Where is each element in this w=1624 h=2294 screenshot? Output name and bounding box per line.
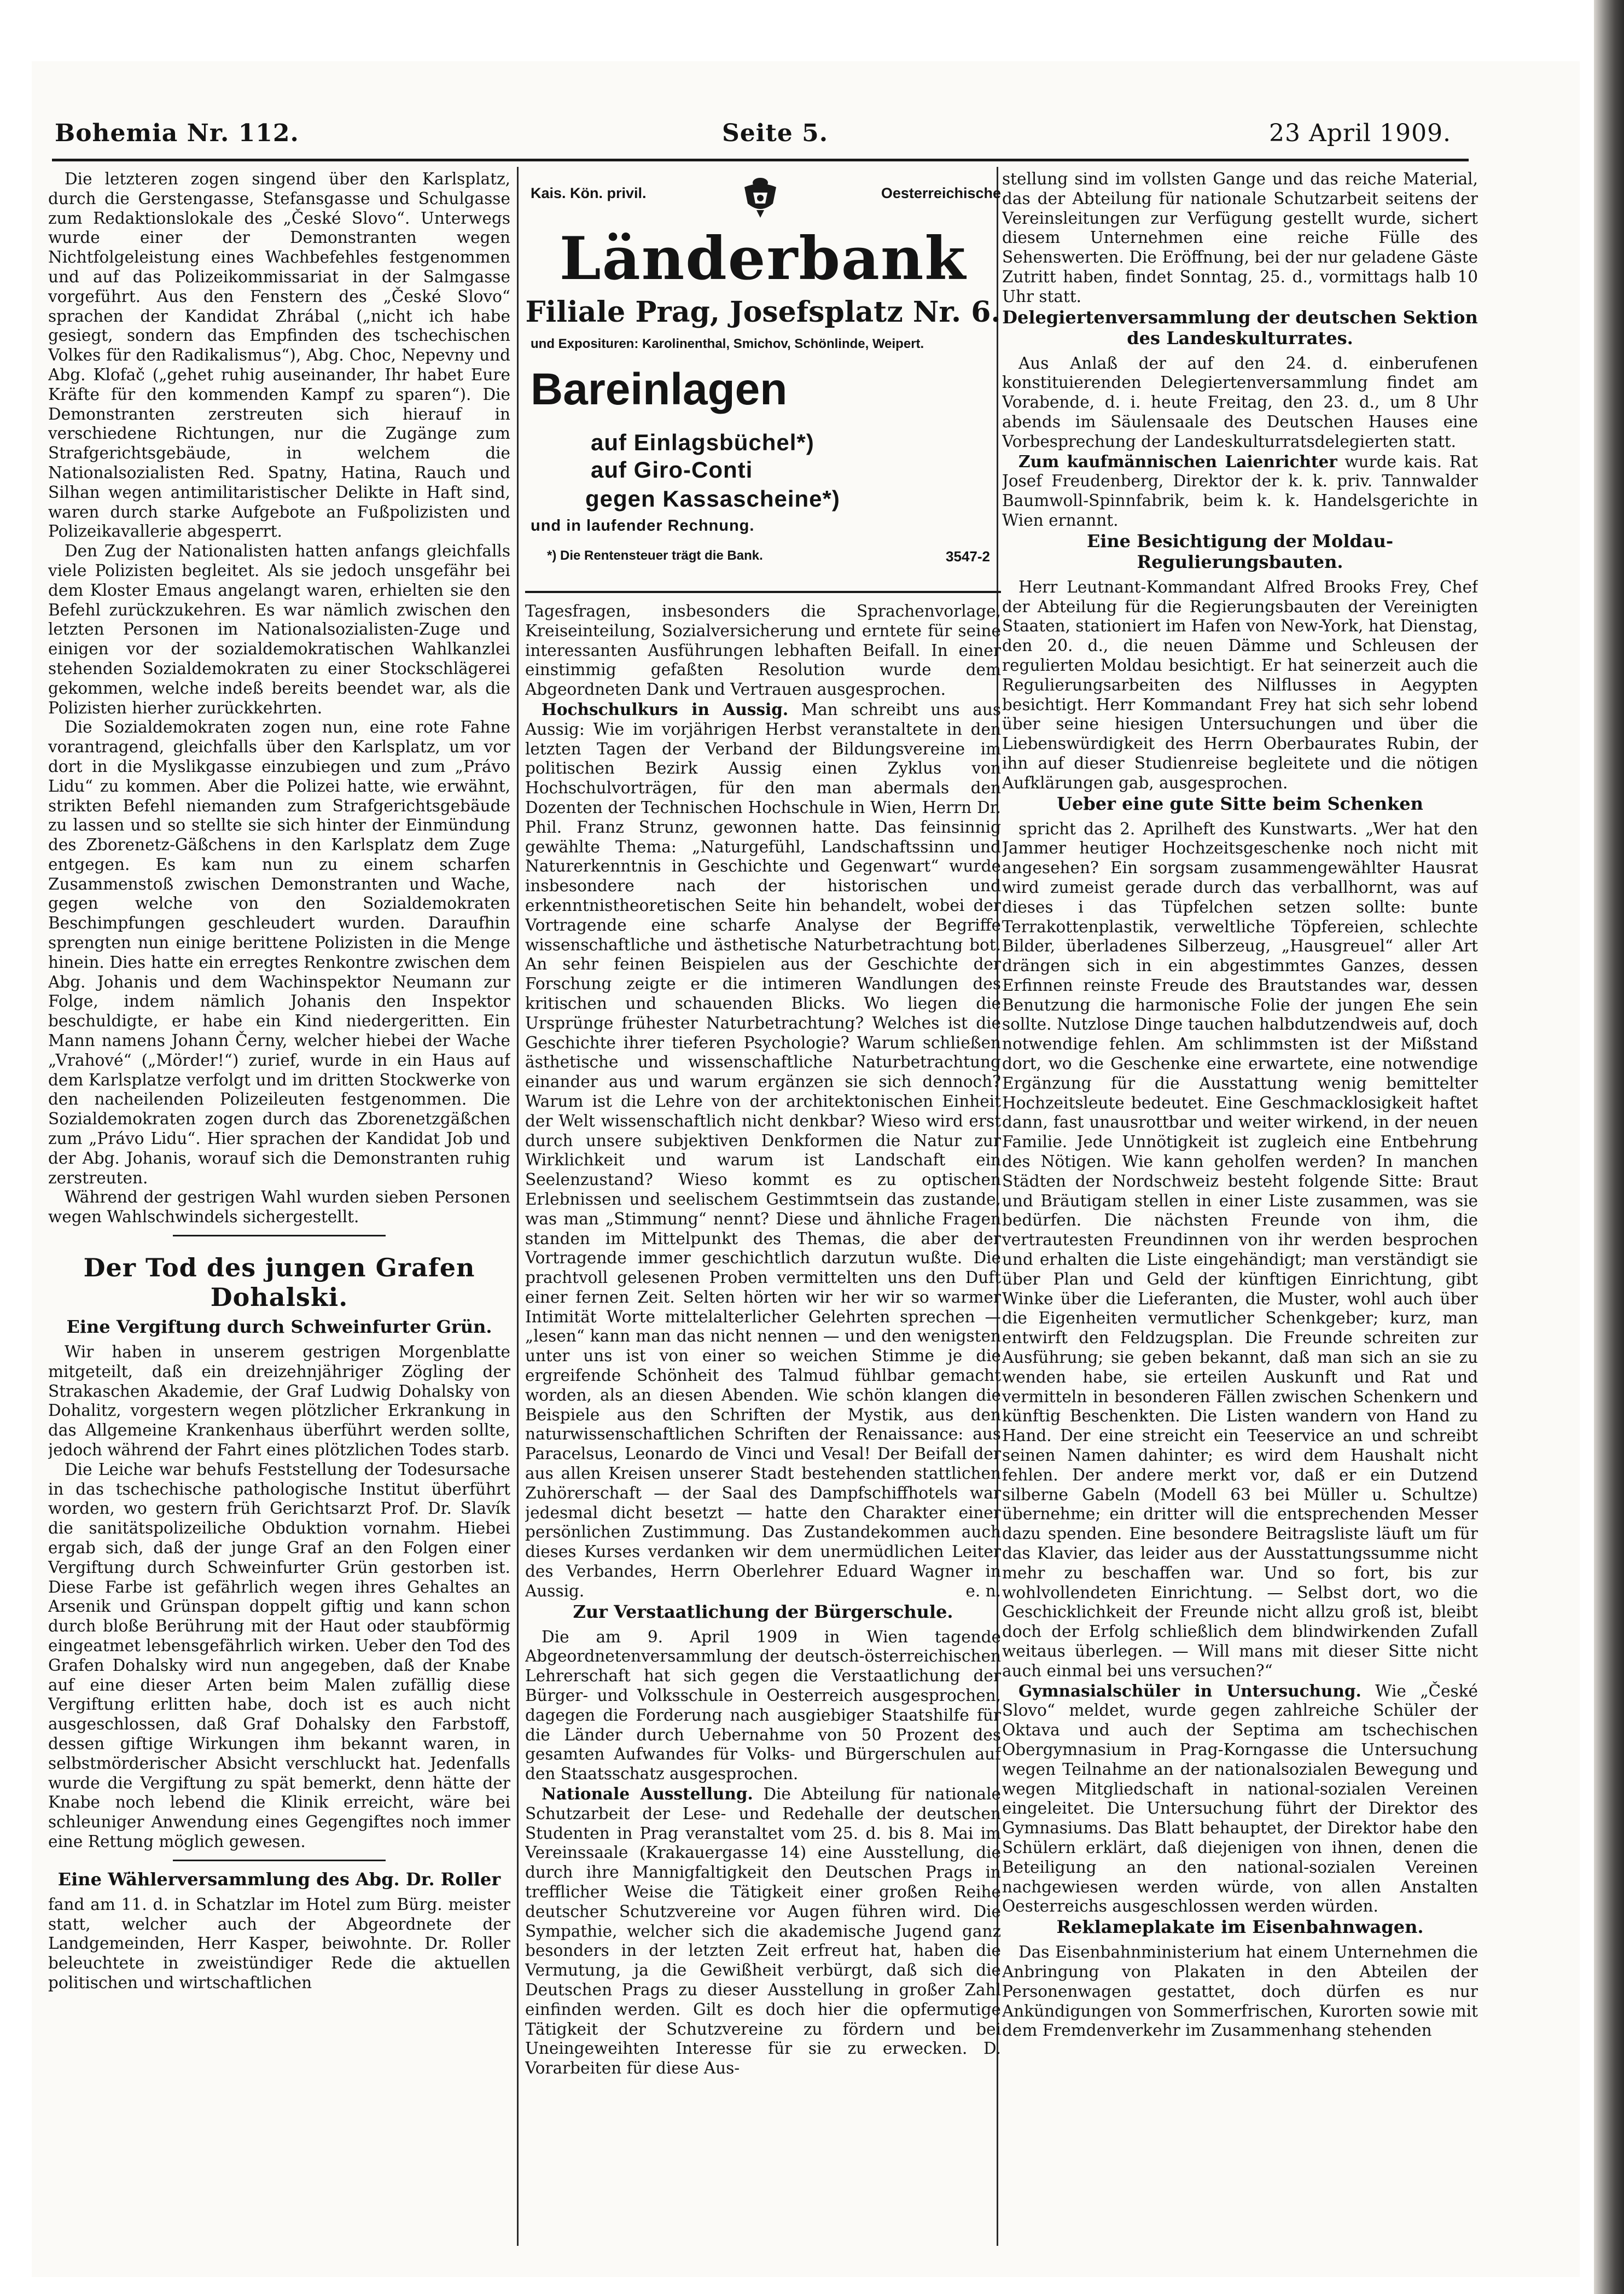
ad-headline: Bareinlagen — [531, 364, 788, 414]
ad-offer-line: und in laufender Rechnung. — [531, 517, 755, 535]
article-headline: Ueber eine gute Sitte beim Schenken — [1057, 793, 1423, 814]
article-headline: Eine Wählerversammlung des Abg. Dr. Roller — [57, 1868, 501, 1890]
article-paragraph: Den Zug der Nationalisten hatten anfangs gleichfalls viele Polizisten begleitet. Als sie jedoch unsgefähr bei dem Kloster Emaus angelangt waren, erhielten sie den Befehl zurückzukehren. Es war nämlich zwischen den letzten Personen im Nationalsozialisten-Zuge und einigen vor der sozialdemokratischen Wahlkanzlei stehenden Sozialdemokraten zu einer Stockschlägerei gekommen, welche indeß bereits beendet war, als die Polizisten hierher zurückkehrten. — [48, 542, 510, 717]
imperial-eagle-icon — [741, 175, 779, 219]
column-1 — [48, 170, 510, 2238]
ad-branch-address: Filiale Prag, Josefsplatz Nr. 6. — [525, 295, 1001, 329]
article-headline: Zur Verstaatlichung der Bürgerschule. — [573, 1601, 953, 1622]
issue-date: 23 April 1909. — [1269, 119, 1452, 147]
ad-austrian-label: Oesterreichische — [881, 185, 1001, 201]
article-paragraph: Die letzteren zogen singend über den Karlsplatz, durch die Gerstengasse, Stefansgasse und Schulgasse zum Redaktionslokale des „České Slovo“. Unterwegs wurde einer der Demonstranten wegen Nichtfolgeleistung eines Wachbefehles festgenommen und auf das Polizeikommissariat in der Salmgasse vorgeführt. Aus den Fenstern des „České Slovo“ sprachen der Kandidat Zhrábal („nicht ich habe gesiegt, sondern das Empfinden des tschechischen Volkes für den Radikalismus“), Abg. Choc, Nepevny und Abg. Klofač („gehet ruhig auseinander, Ihr habet Eure Kräfte für den kommenden Kampf zu sparen“). Die Demonstranten zerstreuten sich hierauf in verschiedene Richtungen, nur die Zugänge zum Strafgerichtsgebäude, in welchem die Nationalsozialisten Red. Spatny, Hatina, Rauch und Silhan wegen antimilitaristischer Delikte in Haft sind, waren durch starke Aufgebote an Fußpolizisten und Polizeikavallerie abgesperrt. — [48, 170, 510, 541]
article-headline: Nationale Ausstellung. — [542, 1784, 753, 1804]
article-paragraph: Aus Anlaß der auf den 24. d. einberufenen konstituierenden Delegiertenversammlung findet am Vorabende, d. i. heute Freitag, den 23. d., um 8 Uhr abends im Säulensaale des Deutschen Hauses eine Vorbesprechung der Landeskulturratsdelegierten statt. — [1002, 353, 1478, 451]
ad-branch-offices: und Exposituren: Karolinenthal, Smichov, Schönlinde, Weipert. — [531, 336, 924, 351]
header-rule — [52, 159, 1469, 161]
article-paragraph: Die Leiche war behufs Feststellung der Todesursache in das tschechische pathologische Institut überführt worden, wo gestern früh Gerichtsarzt Prof. Dr. Slavík die sanitätspolizeiliche Obduktion vornahm. Hiebei ergab sich, daß der junge Graf an den Folgen einer Vergiftung durch Schweinfurter Grün gestorben ist. Diese Farbe ist gefährlich wegen ihres Gehaltes an Arsenik und Grünspan doppelt giftig und kann schon durch bloße Berührung mit der Haut oder staubförmig eingeatmet lebensgefährlich wirken. Ueber den Tod des Grafen Dohalsky wird nun angegeben, daß der Knabe auf eine dieser Arten beim Malen zufällig diese Vergiftung erlitten habe, doch ist es auch nicht ausgeschlossen, daß Graf Dohalsky den Farbstoff, dessen giftige Wirkungen ihm bekannt waren, in selbstmörderischer Absicht verschluckt hat. Jedenfalls wurde die Vergiftung zu spät bemerkt, denn hätte der Knabe noch lebend die Klinik erreicht, wäre bei schleuniger Anwendung eines Gegengiftes noch immer eine Rettung möglich gewesen. — [48, 1460, 510, 1851]
article-headline: Der Tod des jungen Grafen Dohalski. — [83, 1253, 475, 1312]
article-headline: Gymnasialschüler in Untersuchung. — [1018, 1681, 1361, 1700]
article-headline: Delegiertenversammlung der deutschen Sektion des Landeskulturrates. — [1002, 306, 1478, 349]
section-divider — [173, 1235, 386, 1236]
column-2 — [525, 602, 1001, 2238]
ad-footnote: *) Die Rentensteuer trägt die Bank. — [547, 548, 763, 563]
article-paragraph: wurde kais. Rat Josef Freudenberg, Direktor der k. k. priv. Tannwalder Baumwoll-Spinnfabrik, beim k. k. Handelsgerichte in Wien ernannt. — [1002, 452, 1478, 530]
article-paragraph: stellung sind im vollsten Gange und das reiche Material, das der Abteilung für nationale Schutzarbeit seitens der Vereinsleitungen zur Verfügung gestellt wurde, sichert diesem Unternehmen eine reiche Fülle des Sehenswerten. Die Eröffnung, bei der nur geladene Gäste Zutritt haben, findet Sonntag, 25. d., vormittags halb 10 Uhr statt. — [1002, 170, 1478, 306]
page-number: Seite 5. — [722, 119, 829, 147]
article-headline: Zum kaufmännischen Laienrichter — [1018, 451, 1337, 471]
article-paragraph: Die am 9. April 1909 in Wien tagende Abgeordnetenversammlung der deutsch-österreichischen Lehrerschaft hat sich gegen die Verstaatlichung der Bürger- und Volksschule in Oesterreich ausgesprochen, dagegen die Forderung nach ausgiebiger Staatshilfe für die Länder durch Uebernahme von 50 Prozent des gesamten Aufwandes für Volks- und Bürgerschulen auf den Staatsschatz ausgesprochen. — [525, 1627, 1001, 1784]
ad-offer-line: auf Einlagsbüchel*) — [591, 429, 814, 455]
article-paragraph: Herr Leutnant-Kommandant Alfred Brooks Frey, Chef der Abteilung für die Regierungsbauten der Vereinigten Staaten, stationiert im Hafen von New-York, hat Dienstag, den 20. d., die neuen Dämme und Schleusen der regulierten Moldau besichtigt. Er hat seinerzeit auch die Regulierungsarbeiten des Nilflusses in Aegypten besichtigt. Herr Kommandant Frey hat sich sehr lobend über seine hiesigen Untersuchungen und über die Liebenswürdigkeit des Herrn Oberbaurates Rubin, der ihn auf dieser Studienreise begleitete und die nötigen Aufklärungen gab, ausgesprochen. — [1002, 577, 1478, 792]
article-paragraph: Man schreibt uns aus Aussig: Wie im vorjährigen Herbst veranstaltete in den letzten Tagen der Verband der Bildungsvereine im politischen Bezirk Aussig einen Zyklus von Hochschulvorträgen, für den man abermals den Dozenten der Technischen Hochschule in Wien, Herrn Dr. Phil. Franz Strunz, gewonnen hatte. Das feinsinnig gewählte Thema: „Naturgefühl, Landschaftssinn und Naturerkenntnis in Geschichte und Gegenwart“ wurde insbesondere nach der historischen und erkenntnistheoretischen Seite hin behandelt, wobei der Vortragende eine scharfe Analyse der Begriffe wissenschaftliche und ästhetische Naturbetrachtung bot. An sehr feinen Beispielen aus der Geschichte der Forschung zeigte er die intimeren Wandlungen des kritischen und schauenden Blicks. Wo liegen die Ursprünge frühester Naturbetrachtung? Welches ist die Geschichte ihrer tieferen Psychologie? Warum schließen ästhetische und wissenschaftliche Naturbetrachtung einander aus und warum ergänzen sie sich dennoch? Warum ist die Lehre von der architektonischen Einheit der Welt wissenschaftlich nicht denkbar? Wieso wird erst durch unsere subjektiven Denkformen die Natur zur Wirklichkeit und warum ist Landschaft ein Seelenzustand? Wieso kommt es zu optischen Erlebnissen und seelischem Gestimmtsein das zustande, was man „Stimmung“ nennt? Diese und ähnliche Fragen standen im Mittelpunkt des Themas, die aber der Vortragende immer geschichtlich darzutun wußte. Die prachtvoll gelesenen Proben vermittelten uns den Duft einer fernen Zeit. Selten hörten wir her wir so warmer Intimität Worte mittelalterlicher Gelehrten sprechen — „lesen“ kann man das nicht nennen — und den wenigsten unter uns ist von einer so weichen Stimme je die ergreifende Schönheit des Talmud fühlbar gemacht worden, als an diesen Abenden. Wie schön klangen die Beispiele aus den Schriften der Mystik, aus den naturwissenschaftlichen Schriften der Renaissance: aus Paracelsus, Leonardo de Vinci und Vesal! Der Beifall der aus allen Kreisen unserer Stadt bestehenden stattlichen Zuhörerschaft — der Saal des Dampfschiffhotels war jedesmal dicht besetzt — hatte den Charakter einer persönlichen Zustimmung. Das Zustandekommen auch dieses Kurses verdanken wir dem unermüdlichen Leiter des Verbandes, Herrn Oberlehrer Eduard Wagner in Aussig. — [525, 700, 1001, 1600]
article-paragraph: Das Eisenbahnministerium hat einem Unternehmen die Anbringung von Plakaten in den Abteilen der Personenwagen gestattet, doch dürfen es nur Ankündigungen von Sommerfrischen, Kurorten sowie mit dem Fremdenverkehr im Zusammenhang stehenden — [1002, 1943, 1478, 2040]
article-paragraph: spricht das 2. Aprilheft des Kunstwarts. „Wer hat den Jammer heutiger Hochzeitsgeschenke noch nicht mit angesehen? Ein sorgsam zusammengewählter Hausrat wird zumeist gerade durch das verballhornt, was auf dieses i das Tüpfelchen setzen sollte: bunte Terrakottenplastik, verweltliche Töpfereien, schlechte Bilder, überladenes Silberzeug, „Hausgreuel“ aller Art drängen sich in ein abgestimmtes Ganzes, dessen Erfinnen reinste Freude des Brautstandes war, dessen Benutzung die harmonische Folie der jungen Ehe sein sollte. Nutzlose Dinge tauchen halbdutzendweis auf, doch notwendige fehlen. Am schlimmsten ist der Mißstand dort, wo die Geschenke eine erwartete, eine notwendige Ergänzung für die Ausstattung wenig bemittelter Hochzeitsleute bedeutet. Eine Geschmacklosigkeit haftet dann, fast unausrottbar und weiter wirkend, in der neuen Familie. Jede Unnötigkeit ist zugleich eine Entbehrung des Nötigen. Wie kann geholfen werden? In manchen Städten der Nordschweiz besteht folgende Sitte: Braut und Bräutigam stellen in einer Liste zusammen, was sie bedürfen. Die nächsten Freunde von ihm, die vertrautesten Freundinnen von ihr werden besprochen und erhalten die Liste eingehändigt; man verständigt sie über Plan und Geld der künftigen Einrichtung, gibt Winke über die Lieferanten, die Muster, wohl auch über die Eigenheiten vermutlicher Schenkgeber; kurz, man entwirft den Feldzugsplan. Die Freunde schreiten zur Ausführung; sie geben bekannt, daß man sich an sie zu wenden habe, sie erteilen Auskunft und Rat und vermitteln in besonderen Fällen zwischen Schenkern und künftig Beschenkten. Die Listen wandern von Hand zu Hand. Der eine streicht ein Teeservice an und schreibt seinen Namen dahinter; es wird dem Haushalt nicht fehlen. Der andere merkt vor, daß er ein Dutzend silberne Gabeln (Modell 63 bei Müller u. Schultze) übernehme; ein dritter will die entsprechenden Messer dazu spenden. Eine besondere Beitragsliste läuft um für das Klavier, das leider aus der Ausstattungssumme nicht mehr zu beschaffen war. Und so fort, bis zur wohlvollendeten Einrichtung. — Selbst dort, wo die Geschicklichkeit der Freunde nicht allzu groß ist, bleibt doch der Erfolg schließlich dem blindwirkenden Zufall weitaus überlegen. — Will mans mit dieser Sitte nicht auch einmal bei uns versuchen?“ — [1002, 819, 1478, 1680]
section-divider — [173, 1860, 386, 1861]
article-paragraph: Die Abteilung für nationale Schutzarbeit der Lese- und Redehalle der deutschen Studenten in Prag veranstaltet vom 25. d. bis 8. Mai im Vereinssaale (Krakauergasse 14) eine Ausstellung, die durch ihre Mannigfaltigkeit den Deutschen Prags in trefflicher Weise die Tätigkeit einer großen Reihe deutscher Schutzvereine vor Augen führen wird. Die Sympathie, welcher sich die akademische Jugend ganz besonders in der letzten Zeit erfreut hat, haben die Vermutung, ja die Gewißheit verbürgt, daß sich die Deutschen Prags zu dieser Ausstellung in großer Zahl einfinden werden. Gilt es doch hier die opfermutige Tätigkeit der Schutzvereine zu fördern und bei Uneingeweihten Interesse für sie zu erwecken. D. Vorarbeiten für diese Aus- — [525, 1785, 1001, 2078]
column-rule — [517, 167, 519, 2246]
article-subheadline: Eine Vergiftung durch Schweinfurter Grün. — [66, 1316, 492, 1338]
article-paragraph: Die Sozialdemokraten zogen nun, eine rote Fahne vorantragend, gleichfalls über den Karlsplatz, um vor dort in die Myslikgasse einzubiegen und zum „Právo Lidu“ zu kommen. Aber die Polizei hatte, wie erwähnt, strikten Befehl niemanden zum Strafgerichtsgebäude zu lassen und so stellte sie sich hinter der Einmündung des Zborenetz-Gäßchens in den Karlsplatz dem Zuge entgegen. Es kam nun zu einem scharfen Zusammenstoß zwischen Demonstranten und Wache, gegen welche von den Sozialdemokraten Beschimpfungen geschleudert wurden. Daraufhin sprengten nun einige berittene Polizisten in die Menge hinein. Dies hatte ein erregtes Renkontre zwischen dem Abg. Johanis und dem Wachinspektor Neumann zur Folge, indem nämlich Johanis den Inspektor beschuldigte, er habe ein Kind niedergeritten. Ein Mann namens Johann Černy, welcher hiebei der Wache „Vrahové“ („Mörder!“) zurief, wurde in ein Haus auf dem Karlsplatze verfolgt und im dritten Stockwerke von den nacheilenden Polizeileuten festgenommen. Die Sozialdemokraten zogen durch das Zborenetzgäßchen zum „Právo Lidu“. Hier sprachen der Kandidat Job und der Abg. Johanis, worauf sich die Demonstranten ruhig zerstreuten. — [48, 718, 510, 1187]
article-headline: Eine Besichtigung der Moldau-Regulierungsbauten. — [1086, 530, 1394, 572]
bank-advertisement — [525, 170, 1001, 593]
article-signature: e. n. — [965, 1581, 1001, 1600]
column-3 — [1002, 170, 1478, 2238]
article-paragraph: Während der gestrigen Wahl wurden sieben Personen wegen Wahlschwindels sichergestellt. — [48, 1188, 510, 1227]
ad-offer-line: gegen Kassascheine*) — [585, 486, 840, 512]
ad-bank-name: Länderbank — [559, 224, 967, 293]
article-headline: Reklameplakate im Eisenbahnwagen. — [1056, 1916, 1424, 1938]
ad-privileged-label: Kais. Kön. privil. — [531, 185, 647, 201]
masthead-issue: Bohemia Nr. 112. — [55, 119, 299, 147]
article-paragraph: fand am 11. d. in Schatzlar im Hotel zum Bürg. meister statt, welcher auch der Abgeordnete der Landgemeinden, Herr Kasper, beiwohnte. Dr. Roller beleuchtete in zweistündiger Rede die aktuellen politischen und wirtschaftlichen — [48, 1895, 510, 1992]
article-paragraph: Wie „České Slovo“ meldet, wurde gegen zahlreiche Schüler der Oktava und auch der Septima am tschechischen Obergymnasium in Prag-Korngasse die Untersuchung wegen Teilnahme an der nationalsozialen Bewegung und wegen Mitgliedschaft in national-sozialen Vereinen eingeleitet. Die Untersuchung führt der Direktor des Gymnasiums. Das Blatt behauptet, der Direktor habe den Schülern erklärt, daß diejenigen von ihnen, denen die Beteiligung an den national-sozialen Vereinen nachgewiesen werden würde, von allen Anstalten Oesterreichs ausgeschlossen werden würden. — [1002, 1681, 1478, 1916]
article-paragraph: Tagesfragen, insbesonders die Sprachenvorlage, Kreiseinteilung, Sozialversicherung und erntete für seine interessanten Ausführungen lebhaften Beifall. In einer einstimmig gefaßten Resolution wurde dem Abgeordneten Dank und Vertrauen ausgesprochen. — [525, 602, 1001, 699]
scan-edge — [1594, 0, 1624, 2294]
article-headline: Hochschulkurs in Aussig. — [542, 699, 789, 719]
ad-reference-code: 3547-2 — [946, 548, 990, 565]
article-paragraph: Wir haben in unserem gestrigen Morgenblatte mitgeteilt, daß ein dreizehnjähriger Zögling der Strakaschen Akademie, der Graf Ludwig Dohalsky von Dohalitz, vorgestern wegen plötzlicher Erkrankung in das Allgemeine Krankenhaus überführt werden sollte, jedoch während der Fahrt eines plötzlichen Todes starb. — [48, 1343, 510, 1460]
ad-offer-line: auf Giro-Conti — [591, 457, 753, 483]
